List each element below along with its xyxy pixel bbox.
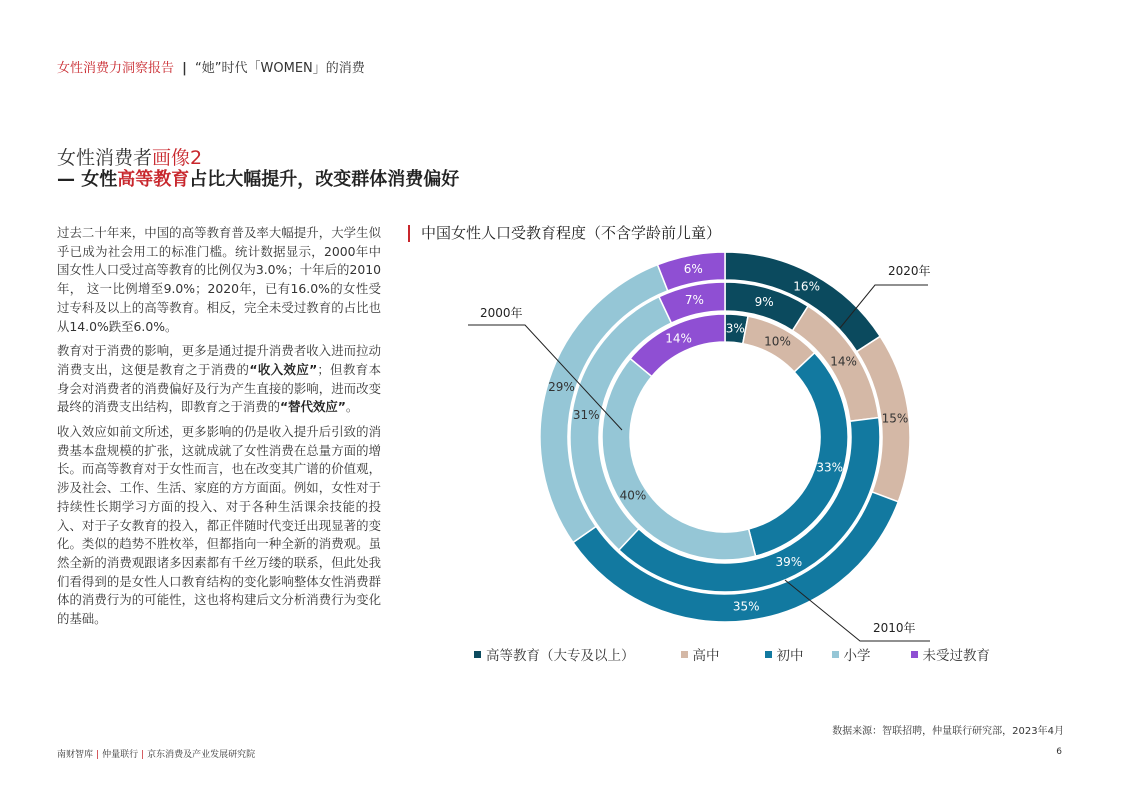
footer-orgs: [57, 747, 255, 760]
segment-label: 33%: [816, 460, 844, 475]
legend-item: [765, 644, 804, 664]
legend-label: 小学: [843, 648, 871, 664]
segment-label: 10%: [764, 334, 791, 349]
footer-bar-1: |: [96, 750, 100, 760]
legend-item: [832, 644, 871, 664]
segment-label: 7%: [684, 292, 704, 307]
legend-item: [911, 644, 991, 664]
section-subtitle-highlight: 高等教育: [117, 169, 190, 190]
legend-swatch: [474, 651, 481, 658]
donut-chart: [400, 250, 1050, 650]
segment-label: 29%: [548, 380, 575, 395]
segment-label: 39%: [775, 555, 803, 570]
legend-swatch: [911, 651, 918, 658]
year-label: 2010年: [873, 621, 916, 635]
page-number: 6: [1056, 747, 1062, 757]
segment-label: 35%: [732, 599, 760, 614]
chart-legend: [474, 644, 990, 664]
legend-label: 未受过教育: [922, 648, 990, 664]
section-subtitle: [57, 165, 459, 191]
segment-label: 15%: [881, 411, 909, 426]
segment-label: 31%: [572, 408, 600, 423]
paragraph-1: 过去二十年来，中国的高等教育普及率大幅提升，大学生似乎已成为社会用工的标准门槛。统计数据显示，2000年中国女性人口受过高等教育的比例仅为3.0%；十年后的2010年， 这一比例增至9.0%；2020年，已有16.0%的女性受过专科及以上的高等教育。相反，完全未受过教育的占比也从14.0%跌至6.0%。: [57, 225, 381, 334]
legend-swatch: [832, 651, 839, 658]
data-source: 数据来源：智联招聘，仲量联行研究部，2023年4月: [832, 726, 1064, 737]
year-label: 2020年: [888, 264, 931, 278]
segment-label: 6%: [683, 261, 703, 276]
section-title-part1: 女性消费者: [57, 147, 153, 169]
section-subtitle-prefix: — 女性: [57, 169, 118, 190]
legend-item: [474, 644, 635, 664]
paragraph-2-a: 教育对于消费的影响，更多是通过提升消费者收入进而拉动消费支出，这便是教育之于消费的: [57, 343, 381, 377]
report-header: [57, 57, 365, 76]
substitution-effect-term: “替代效应”: [280, 399, 346, 415]
paragraph-2-e: 。: [345, 399, 359, 415]
income-effect-term: “收入效应”: [249, 361, 318, 377]
segment-label: 3%: [725, 321, 745, 336]
report-name: 女性消费力洞察报告: [57, 61, 175, 76]
footer-org-1: 南财智库: [57, 750, 94, 760]
legend-item: [681, 644, 720, 664]
ring-2000: [602, 314, 848, 560]
legend-swatch: [681, 651, 688, 658]
paragraph-2: [57, 342, 381, 417]
chart-title: 中国女性人口受教育程度（不含学龄前儿童）: [408, 225, 721, 242]
segment-label: 14%: [665, 331, 692, 346]
legend-label: 高等教育（大专及以上）: [486, 648, 635, 664]
segment-label: 14%: [830, 354, 857, 369]
report-subtitle: “她”时代「WOMEN」的消费: [195, 61, 365, 76]
paragraph-2-c: ；但教育本身会对消费者的消费偏好及行为产生直接的影响，进而改变最终的消费支出结构，即教育之于消费的: [57, 361, 382, 415]
legend-swatch: [765, 651, 772, 658]
body-text: [57, 224, 381, 635]
year-label: 2000年: [480, 306, 523, 320]
footer-org-3: 京东消费及产业发展研究院: [147, 750, 256, 760]
footer-bar-2: |: [141, 750, 145, 760]
legend-label: 高中: [692, 648, 720, 664]
footer-org-2: 仲量联行: [102, 750, 139, 760]
paragraph-3: 收入效应如前文所述，更多影响的仍是收入提升后引致的消费基本盘规模的扩张，这就成就了女性消费在总量方面的增长。而高等教育对于女性而言，也在改变其广谱的价值观，涉及社会、工作、生活、家庭的方方面面。例如，女性对于持续性长期学习方面的投入、对于各种生活课余技能的投入、对于子女教育的投入，都正伴随时代变迁出现显著的变化。类似的趋势不胜枚举，但都指向一种全新的消费观。虽然全新的消费观跟诸多因素都有千丝万缕的联系，但此处我们看得到的是女性人口教育结构的变化影响整体女性消费群体的消费行为的可能性，这也将构建后文分析消费行为变化的基础。: [57, 424, 381, 627]
segment-label: 16%: [793, 279, 820, 294]
section-subtitle-suffix: 占比大幅提升，改变群体消费偏好: [189, 169, 460, 190]
section-title-part2: 画像2: [152, 147, 203, 169]
header-separator: |: [182, 61, 187, 76]
segment-label: 9%: [754, 295, 774, 310]
legend-label: 初中: [776, 648, 804, 664]
segment-label: 40%: [619, 488, 647, 503]
